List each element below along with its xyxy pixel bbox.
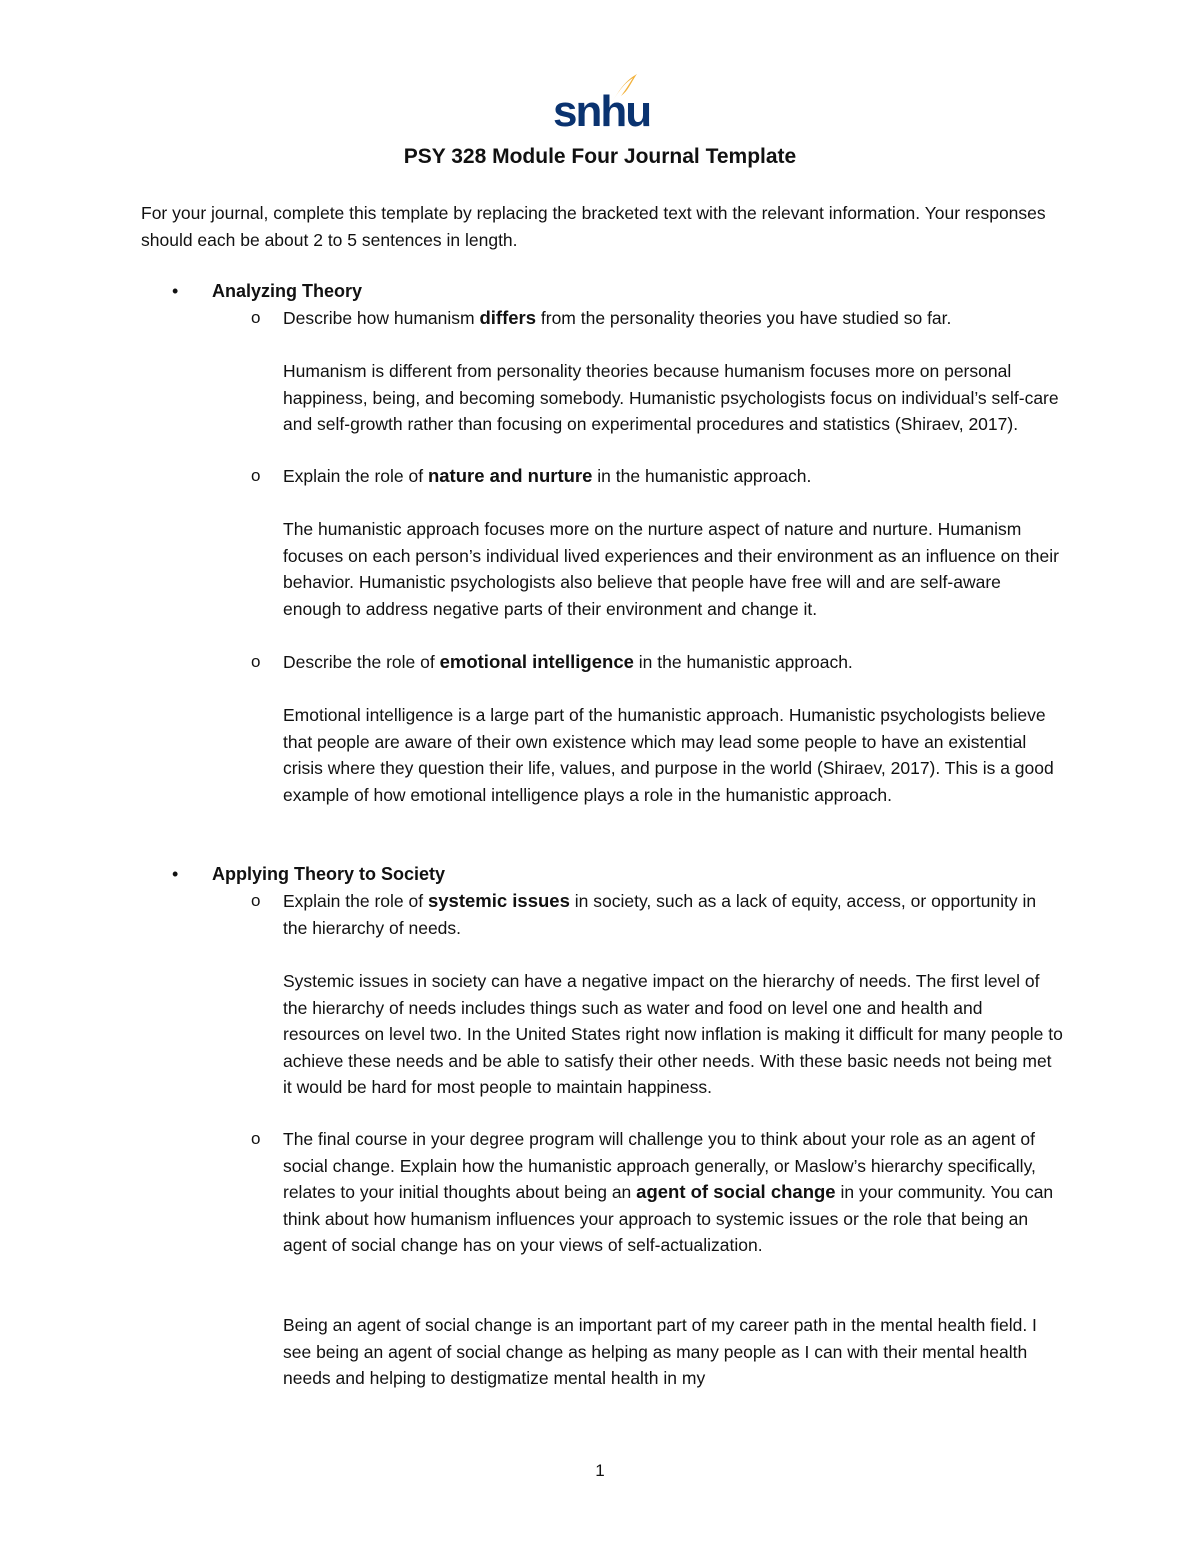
logo-text: snhu (553, 87, 651, 136)
snhu-logo (553, 72, 651, 136)
prompt-text: The final course in your degree program will challenge you to think about your role as an agent of social change. Explain how the humanistic approach generally, or Maslow’s hierarchy specifically, relates to your initial thoughts about being an agent of social change in your community. You can think about how humanism influences your approach to systemic issues or the role that being an agent of social change has on your views of self-actualization. (283, 1129, 1054, 1255)
section-heading: Analyzing Theory (212, 281, 363, 301)
bullet-icon: • (172, 281, 179, 301)
answer-text: Emotional intelligence is a large part of the humanistic approach. Humanistic psychologists believe that people are aware of their own existence which may lead some people to have an existential crisis where they question their life, values, and purpose in the world (Shiraev, 2017). This is a good example of how emotional intelligence plays a role in the humanistic approach. (283, 705, 1054, 805)
answer-text: The humanistic approach focuses more on the nurture aspect of nature and nurture. Humanism focuses on each person’s individual lived experiences and their environment as an influence on their behavior. Humanistic psychologists also believe that people have free will and are self-aware enough to address negative parts of their environment and change it. (283, 519, 1059, 619)
sub-bullet-icon: o (251, 466, 261, 485)
sub-bullet-icon: o (251, 652, 261, 671)
section-heading: Applying Theory to Society (212, 864, 446, 884)
sub-bullet-icon: o (251, 891, 261, 910)
answer-text: Humanism is different from personality theories because humanism focuses more on personal happiness, being, and becoming somebody. Humanistic psychologists focus on individual’s self-care and self-growth rather than focusing on experimental procedures and statistics (Shiraev, 2017). (283, 361, 1059, 434)
page-number: 1 (595, 1461, 605, 1480)
sub-bullet-icon: o (251, 1129, 261, 1148)
intro-paragraph: For your journal, complete this template by replacing the bracketed text with the relevant information. Your responses should each be about 2 to 5 sentences in length. (141, 203, 1046, 250)
page-title: PSY 328 Module Four Journal Template (403, 145, 797, 168)
prompt-text: Describe the role of emotional intelligence in the humanistic approach. (283, 651, 853, 672)
prompt-text: Explain the role of nature and nurture in the humanistic approach. (283, 465, 812, 486)
prompt-text: Explain the role of systemic issues in society, such as a lack of equity, access, or opportunity in the hierarchy of needs. (283, 890, 1037, 938)
answer-text: Being an agent of social change is an important part of my career path in the mental health field. I see being an agent of social change as helping as many people as I can with their mental health needs and helping to destigmatize mental health in my (283, 1315, 1037, 1388)
section-applying-theory (0, 860, 1200, 888)
section-analyzing-theory (0, 277, 1200, 305)
bullet-icon: • (172, 864, 179, 884)
answer-text: Systemic issues in society can have a negative impact on the hierarchy of needs. The first level of the hierarchy of needs includes things such as water and food on level one and health and resources on level two. In the United States right now inflation is making it difficult for many people to achieve these needs and be able to satisfy their other needs. With these basic needs not being met it would be hard for most people to maintain happiness. (283, 971, 1063, 1097)
sub-bullet-icon: o (251, 308, 261, 327)
prompt-text: Describe how humanism differs from the personality theories you have studied so far. (283, 307, 952, 328)
